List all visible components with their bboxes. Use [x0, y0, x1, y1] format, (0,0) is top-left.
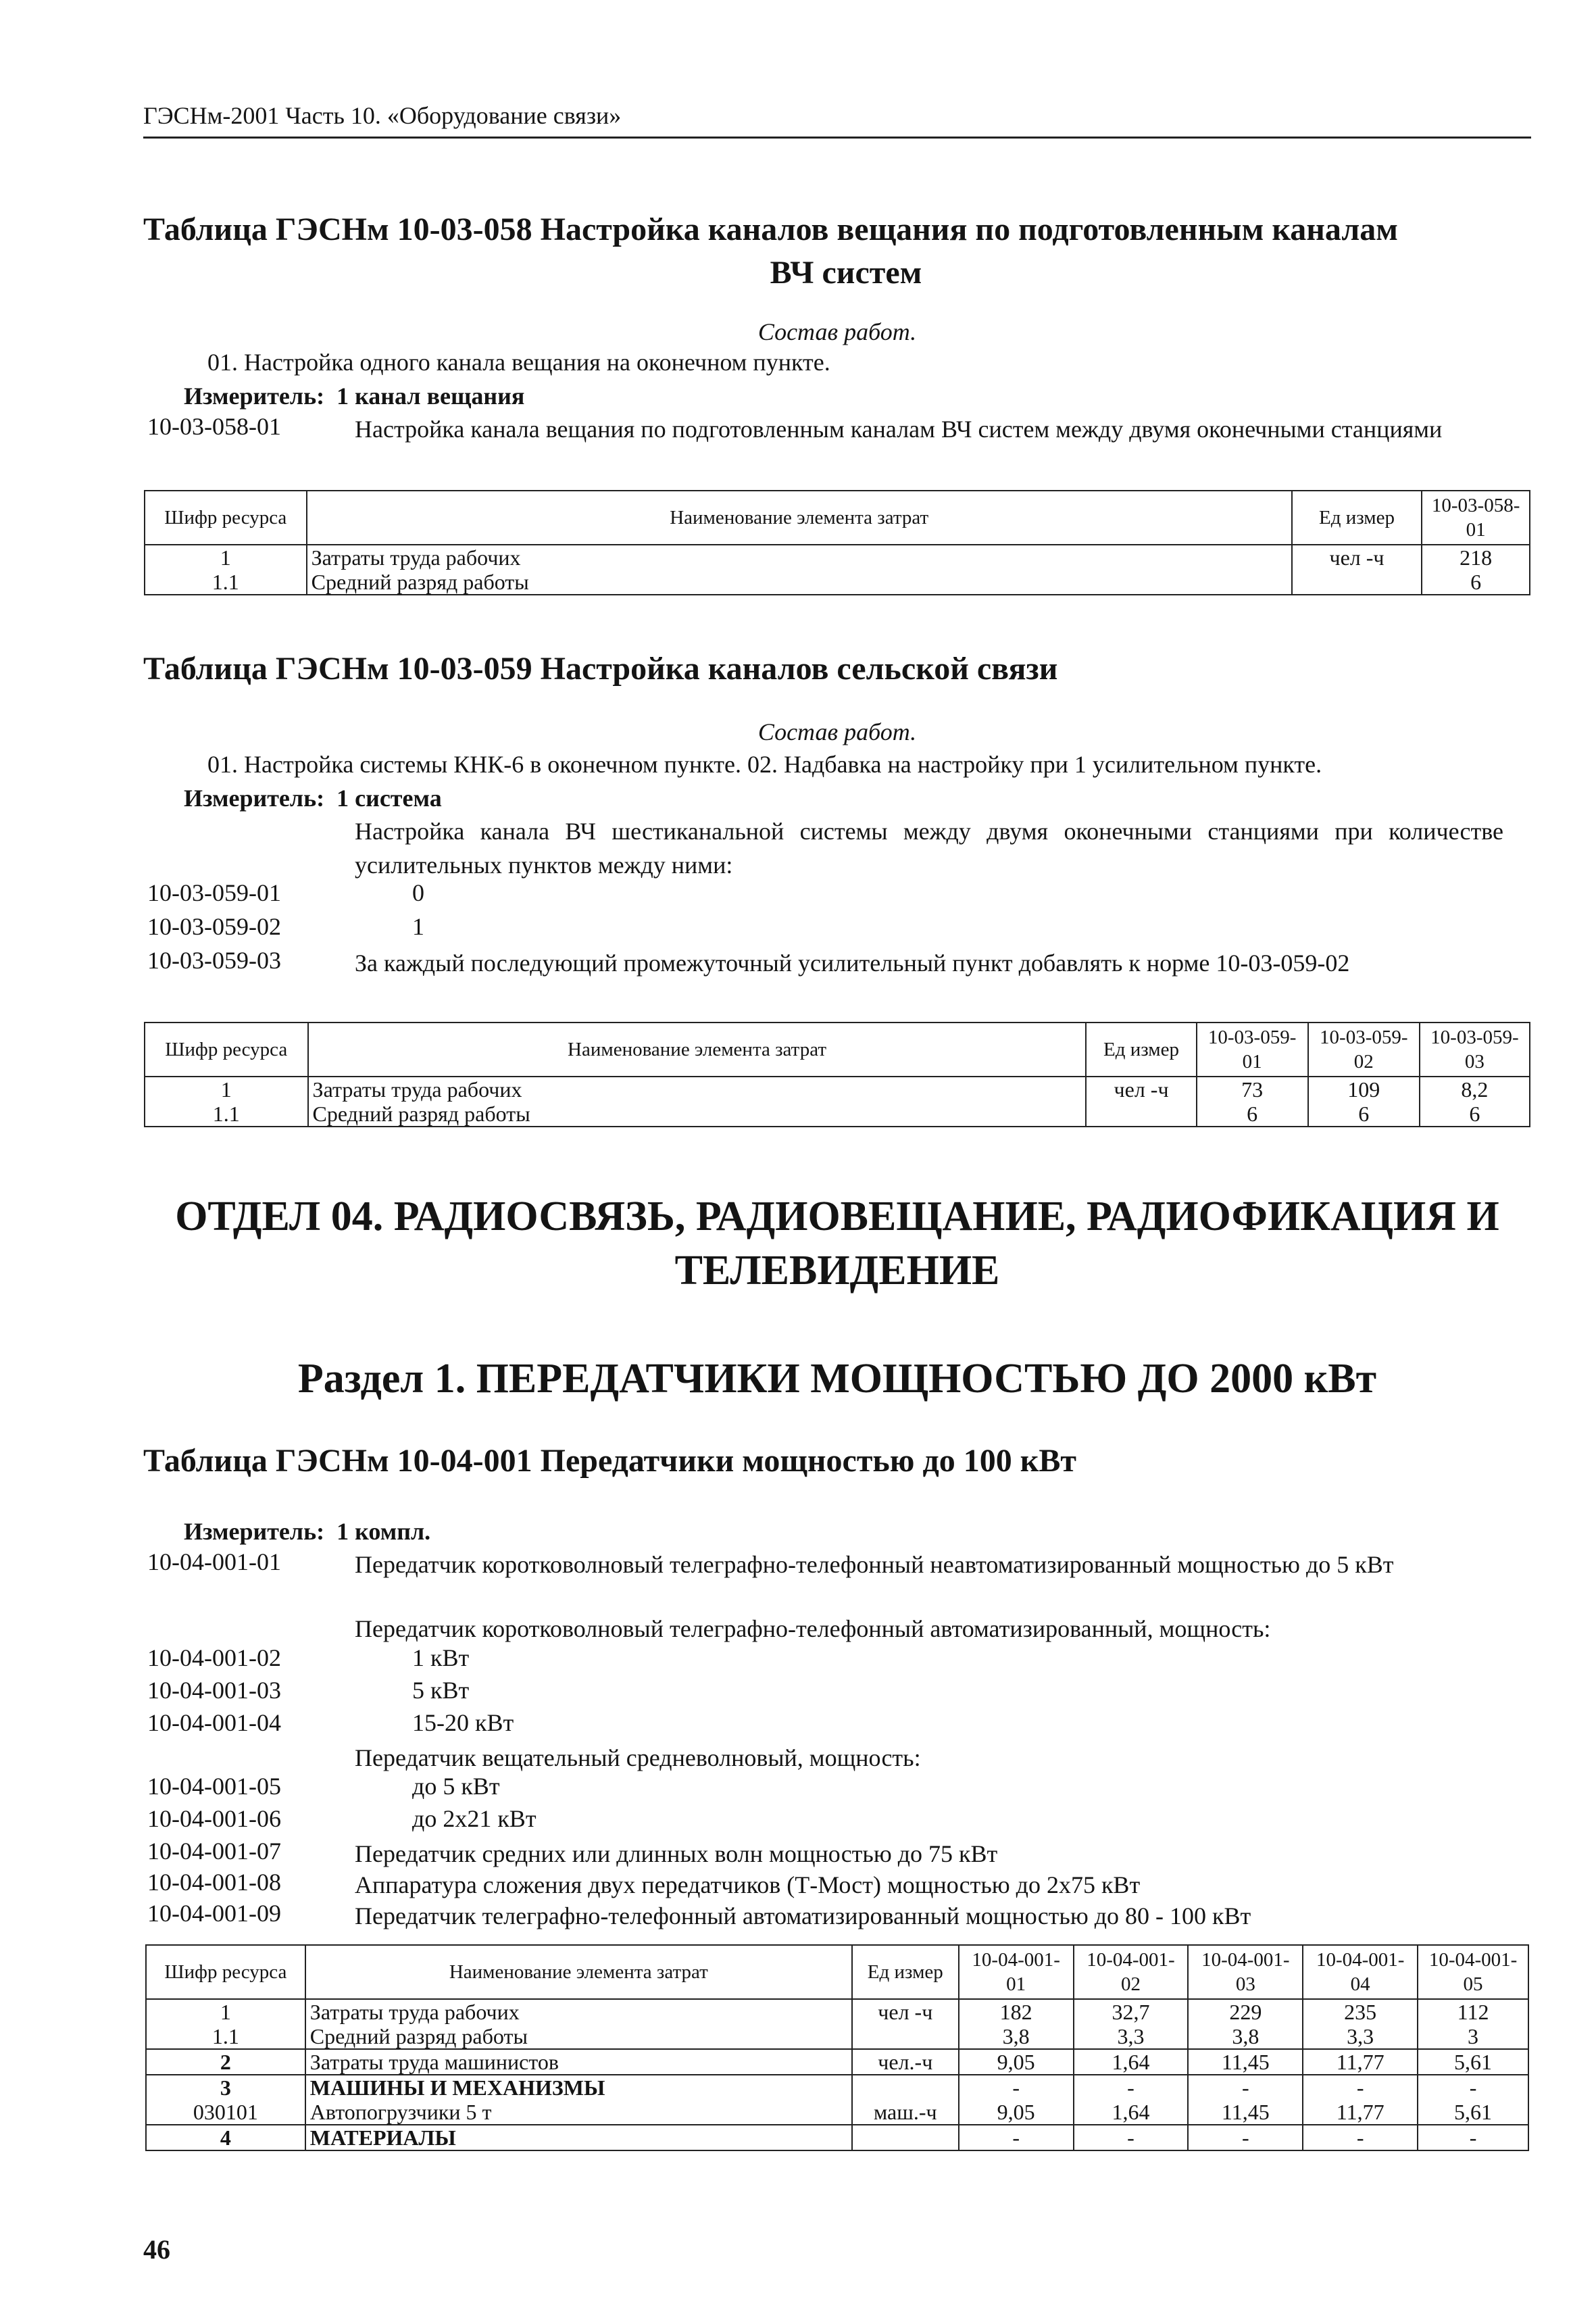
cell-unit: чел.-ч [852, 2049, 959, 2075]
cell-value: 3,3 [1074, 2024, 1189, 2049]
table-058-work-items: 01. Настройка одного канала вещания на оконечном пункте. [207, 349, 830, 376]
norm-description: 15-20 кВт [412, 1709, 514, 1736]
cell-code: 1.1 [146, 2024, 305, 2049]
cell-value: - [1418, 2075, 1528, 2100]
table-row [145, 570, 1530, 595]
cell-name: Затраты труда рабочих [307, 545, 1292, 570]
cell-unit: чел -ч [1292, 545, 1422, 570]
table-001-title: Таблица ГЭСНм 10-04-001 Передатчики мощностью до 100 кВт [143, 1443, 1077, 1479]
col-header-norm: 10-03-059-03 [1420, 1023, 1530, 1077]
cell-code: 2 [146, 2049, 305, 2075]
meter-label: Измеритель: [184, 1518, 325, 1545]
col-header-unit: Ед измер [852, 1945, 959, 1999]
table-row [145, 1077, 1530, 1102]
cell-value: - [1418, 2125, 1528, 2150]
norm-description: Настройка канала вещания по подготовленным каналам ВЧ систем между двумя оконечными станциями [355, 416, 1443, 443]
cell-code: 4 [146, 2125, 305, 2150]
table-059-resources [144, 1022, 1530, 1127]
department-heading-line1: ОТДЕЛ 04. РАДИОСВЯЗЬ, РАДИОВЕЩАНИЕ, РАДИОФИКАЦИЯ И [175, 1193, 1499, 1239]
cell-name: МАШИНЫ И МЕХАНИЗМЫ [305, 2075, 852, 2100]
cell-name: Средний разряд работы [305, 2024, 852, 2049]
norm-description: Передатчик средних или длинных волн мощностью до 75 кВт [355, 1840, 998, 1867]
table-059-meter [184, 781, 442, 816]
col-header-unit: Ед измер [1086, 1023, 1196, 1077]
table-058-title-line1: Таблица ГЭСНм 10-03-058 Настройка каналов вещания по подготовленным каналам [143, 212, 1398, 247]
cell-value: - [1303, 2125, 1418, 2150]
table-058-meter [184, 378, 524, 414]
norm-code: 10-04-001-02 [147, 1644, 281, 1671]
norm-code: 10-04-001-01 [147, 1548, 281, 1575]
col-header-norm: 10-04-001-01 [959, 1945, 1074, 1999]
norm-code: 10-03-059-03 [147, 947, 281, 974]
table-row [146, 2049, 1528, 2075]
col-header-resource-code: Шифр ресурса [145, 1023, 308, 1077]
table-059-title: Таблица ГЭСНм 10-03-059 Настройка каналов сельской связи [143, 651, 1058, 687]
col-header-resource-code: Шифр ресурса [146, 1945, 305, 1999]
norm-code: 10-04-001-04 [147, 1709, 281, 1736]
cell-value: 11,77 [1303, 2100, 1418, 2125]
norm-description: Аппаратура сложения двух передатчиков (Т-Мост) мощностью до 2x75 кВт [355, 1871, 1141, 1898]
cell-value: 11,45 [1188, 2049, 1303, 2075]
cell-value: 112 [1418, 1999, 1528, 2024]
section-heading: Раздел 1. ПЕРЕДАТЧИКИ МОЩНОСТЬЮ ДО 2000 кВт [297, 1356, 1377, 1402]
cell-value: - [1188, 2075, 1303, 2100]
norm-description: 1 [412, 913, 424, 940]
table-row [146, 2024, 1528, 2049]
col-header-norm: 10-03-059-02 [1308, 1023, 1420, 1077]
cell-code: 1 [145, 545, 307, 570]
cell-unit [852, 2075, 959, 2100]
meter-value: 1 канал вещания [336, 383, 525, 410]
table-row [145, 1102, 1530, 1127]
cell-value: - [1074, 2125, 1189, 2150]
col-header-norm: 10-04-001-05 [1418, 1945, 1528, 1999]
table-row [146, 2100, 1528, 2125]
col-header-cost-element: Наименование элемента затрат [307, 491, 1292, 545]
norm-code: 10-04-001-07 [147, 1838, 281, 1865]
cell-value: 218 [1422, 545, 1530, 570]
cell-value: 1,64 [1074, 2049, 1189, 2075]
cell-unit [852, 2024, 959, 2049]
cell-unit: маш.-ч [852, 2100, 959, 2125]
col-header-cost-element: Наименование элемента затрат [305, 1945, 852, 1999]
table-row [145, 545, 1530, 570]
table-059-intro: Настройка канала ВЧ шестиканальной системы между двумя оконечными станциями при количестве усилительных пунктов между ними: [355, 818, 1503, 879]
cell-value: 3,8 [1188, 2024, 1303, 2049]
cell-code: 030101 [146, 2100, 305, 2125]
cell-name: МАТЕРИАЛЫ [305, 2125, 852, 2150]
department-heading [143, 1189, 1531, 1298]
table-row [146, 1999, 1528, 2024]
cell-value: 32,7 [1074, 1999, 1189, 2024]
norm-description: до 2x21 кВт [412, 1805, 537, 1832]
norm-description: 1 кВт [412, 1644, 470, 1671]
cell-name: Средний разряд работы [307, 570, 1292, 595]
cell-name: Затраты труда машинистов [305, 2049, 852, 2075]
cell-name: Средний разряд работы [308, 1102, 1087, 1127]
col-header-norm: 10-04-001-04 [1303, 1945, 1418, 1999]
table-058-title [143, 208, 1549, 295]
table-row [146, 2075, 1528, 2100]
col-header-norm: 10-04-001-03 [1188, 1945, 1303, 1999]
cell-value: 182 [959, 1999, 1074, 2024]
cell-value: 6 [1420, 1102, 1530, 1127]
cell-value: - [959, 2075, 1074, 2100]
cell-unit: чел -ч [1086, 1077, 1196, 1102]
cell-name: Затраты труда рабочих [308, 1077, 1087, 1102]
cell-value: 109 [1308, 1077, 1420, 1102]
meter-value: 1 система [336, 785, 442, 812]
cell-code: 1.1 [145, 570, 307, 595]
col-header-unit: Ед измер [1292, 491, 1422, 545]
meter-label: Измеритель: [184, 383, 325, 410]
cell-code: 1 [145, 1077, 308, 1102]
cell-value: 11,77 [1303, 2049, 1418, 2075]
cell-value: - [1188, 2125, 1303, 2150]
meter-label: Измеритель: [184, 785, 325, 812]
cell-value: 229 [1188, 1999, 1303, 2024]
norm-code: 10-04-001-05 [147, 1773, 281, 1800]
norm-code: 10-03-058-01 [147, 413, 281, 440]
norm-description: Передатчик коротковолновый телеграфно-телефонный неавтоматизированный мощностью до 5 кВт [355, 1551, 1394, 1578]
norm-description: 5 кВт [412, 1677, 470, 1704]
norm-code: 10-04-001-06 [147, 1805, 281, 1832]
norm-description: 0 [412, 879, 424, 906]
header-rule [143, 137, 1531, 139]
col-header-resource-code: Шифр ресурса [145, 491, 307, 545]
running-header: ГЭСНм-2001 Часть 10. «Оборудование связи» [143, 102, 622, 129]
col-header-cost-element: Наименование элемента затрат [308, 1023, 1087, 1077]
cell-name: Затраты труда рабочих [305, 1999, 852, 2024]
cell-value: - [959, 2125, 1074, 2150]
table-001-meter [184, 1514, 430, 1549]
cell-value: 5,61 [1418, 2100, 1528, 2125]
table-058-composition-label: Состав работ. [757, 318, 917, 345]
cell-value: - [1303, 2075, 1418, 2100]
norm-code: 10-04-001-09 [147, 1900, 281, 1927]
norm-code: 10-04-001-08 [147, 1869, 281, 1896]
cell-code: 1 [146, 1999, 305, 2024]
cell-code: 3 [146, 2075, 305, 2100]
cell-value: 73 [1197, 1077, 1308, 1102]
norm-group-heading: Передатчик коротковолновый телеграфно-телефонный автоматизированный, мощность: [355, 1615, 1271, 1642]
col-header-norm: 10-04-001-02 [1074, 1945, 1189, 1999]
cell-value: 6 [1197, 1102, 1308, 1127]
cell-value: 11,45 [1188, 2100, 1303, 2125]
cell-value: 235 [1303, 1999, 1418, 2024]
cell-value: 9,05 [959, 2100, 1074, 2125]
table-059-work-items: 01. Настройка системы КНК-6 в оконечном пункте. 02. Надбавка на настройку при 1 усилительном пункте. [207, 751, 1322, 778]
norm-code: 10-03-059-02 [147, 913, 281, 940]
norm-code: 10-03-059-01 [147, 879, 281, 906]
norm-description: За каждый последующий промежуточный усилительный пункт добавлять к норме 10-03-059-02 [355, 950, 1350, 977]
cell-value: 9,05 [959, 2049, 1074, 2075]
cell-value: - [1074, 2075, 1189, 2100]
cell-unit [1292, 570, 1422, 595]
table-001-resources [145, 1944, 1529, 2151]
cell-value: 1,64 [1074, 2100, 1189, 2125]
cell-value: 8,2 [1420, 1077, 1530, 1102]
cell-unit [1086, 1102, 1196, 1127]
col-header-norm: 10-03-059-01 [1197, 1023, 1308, 1077]
cell-code: 1.1 [145, 1102, 308, 1127]
norm-code: 10-04-001-03 [147, 1677, 281, 1704]
cell-value: 6 [1422, 570, 1530, 595]
cell-value: 6 [1308, 1102, 1420, 1127]
page-number: 46 [143, 2234, 170, 2265]
cell-value: 5,61 [1418, 2049, 1528, 2075]
cell-unit [852, 2125, 959, 2150]
department-heading-line2: ТЕЛЕВИДЕНИЕ [674, 1248, 1000, 1294]
norm-description: до 5 кВт [412, 1773, 500, 1800]
cell-unit: чел -ч [852, 1999, 959, 2024]
norm-description: Передатчик телеграфно-телефонный автоматизированный мощностью до 80 - 100 кВт [355, 1902, 1251, 1929]
norm-group-heading: Передатчик вещательный средневолновый, мощность: [355, 1744, 921, 1771]
cell-value: 3,3 [1303, 2024, 1418, 2049]
cell-value: 3 [1418, 2024, 1528, 2049]
cell-name: Автопогрузчики 5 т [305, 2100, 852, 2125]
table-058-resources [144, 490, 1530, 595]
table-058-title-line2: ВЧ систем [770, 255, 922, 291]
col-header-norm: 10-03-058-01 [1422, 491, 1530, 545]
meter-value: 1 компл. [336, 1518, 431, 1545]
table-059-composition-label: Состав работ. [757, 718, 917, 745]
cell-value: 3,8 [959, 2024, 1074, 2049]
table-row [146, 2125, 1528, 2150]
